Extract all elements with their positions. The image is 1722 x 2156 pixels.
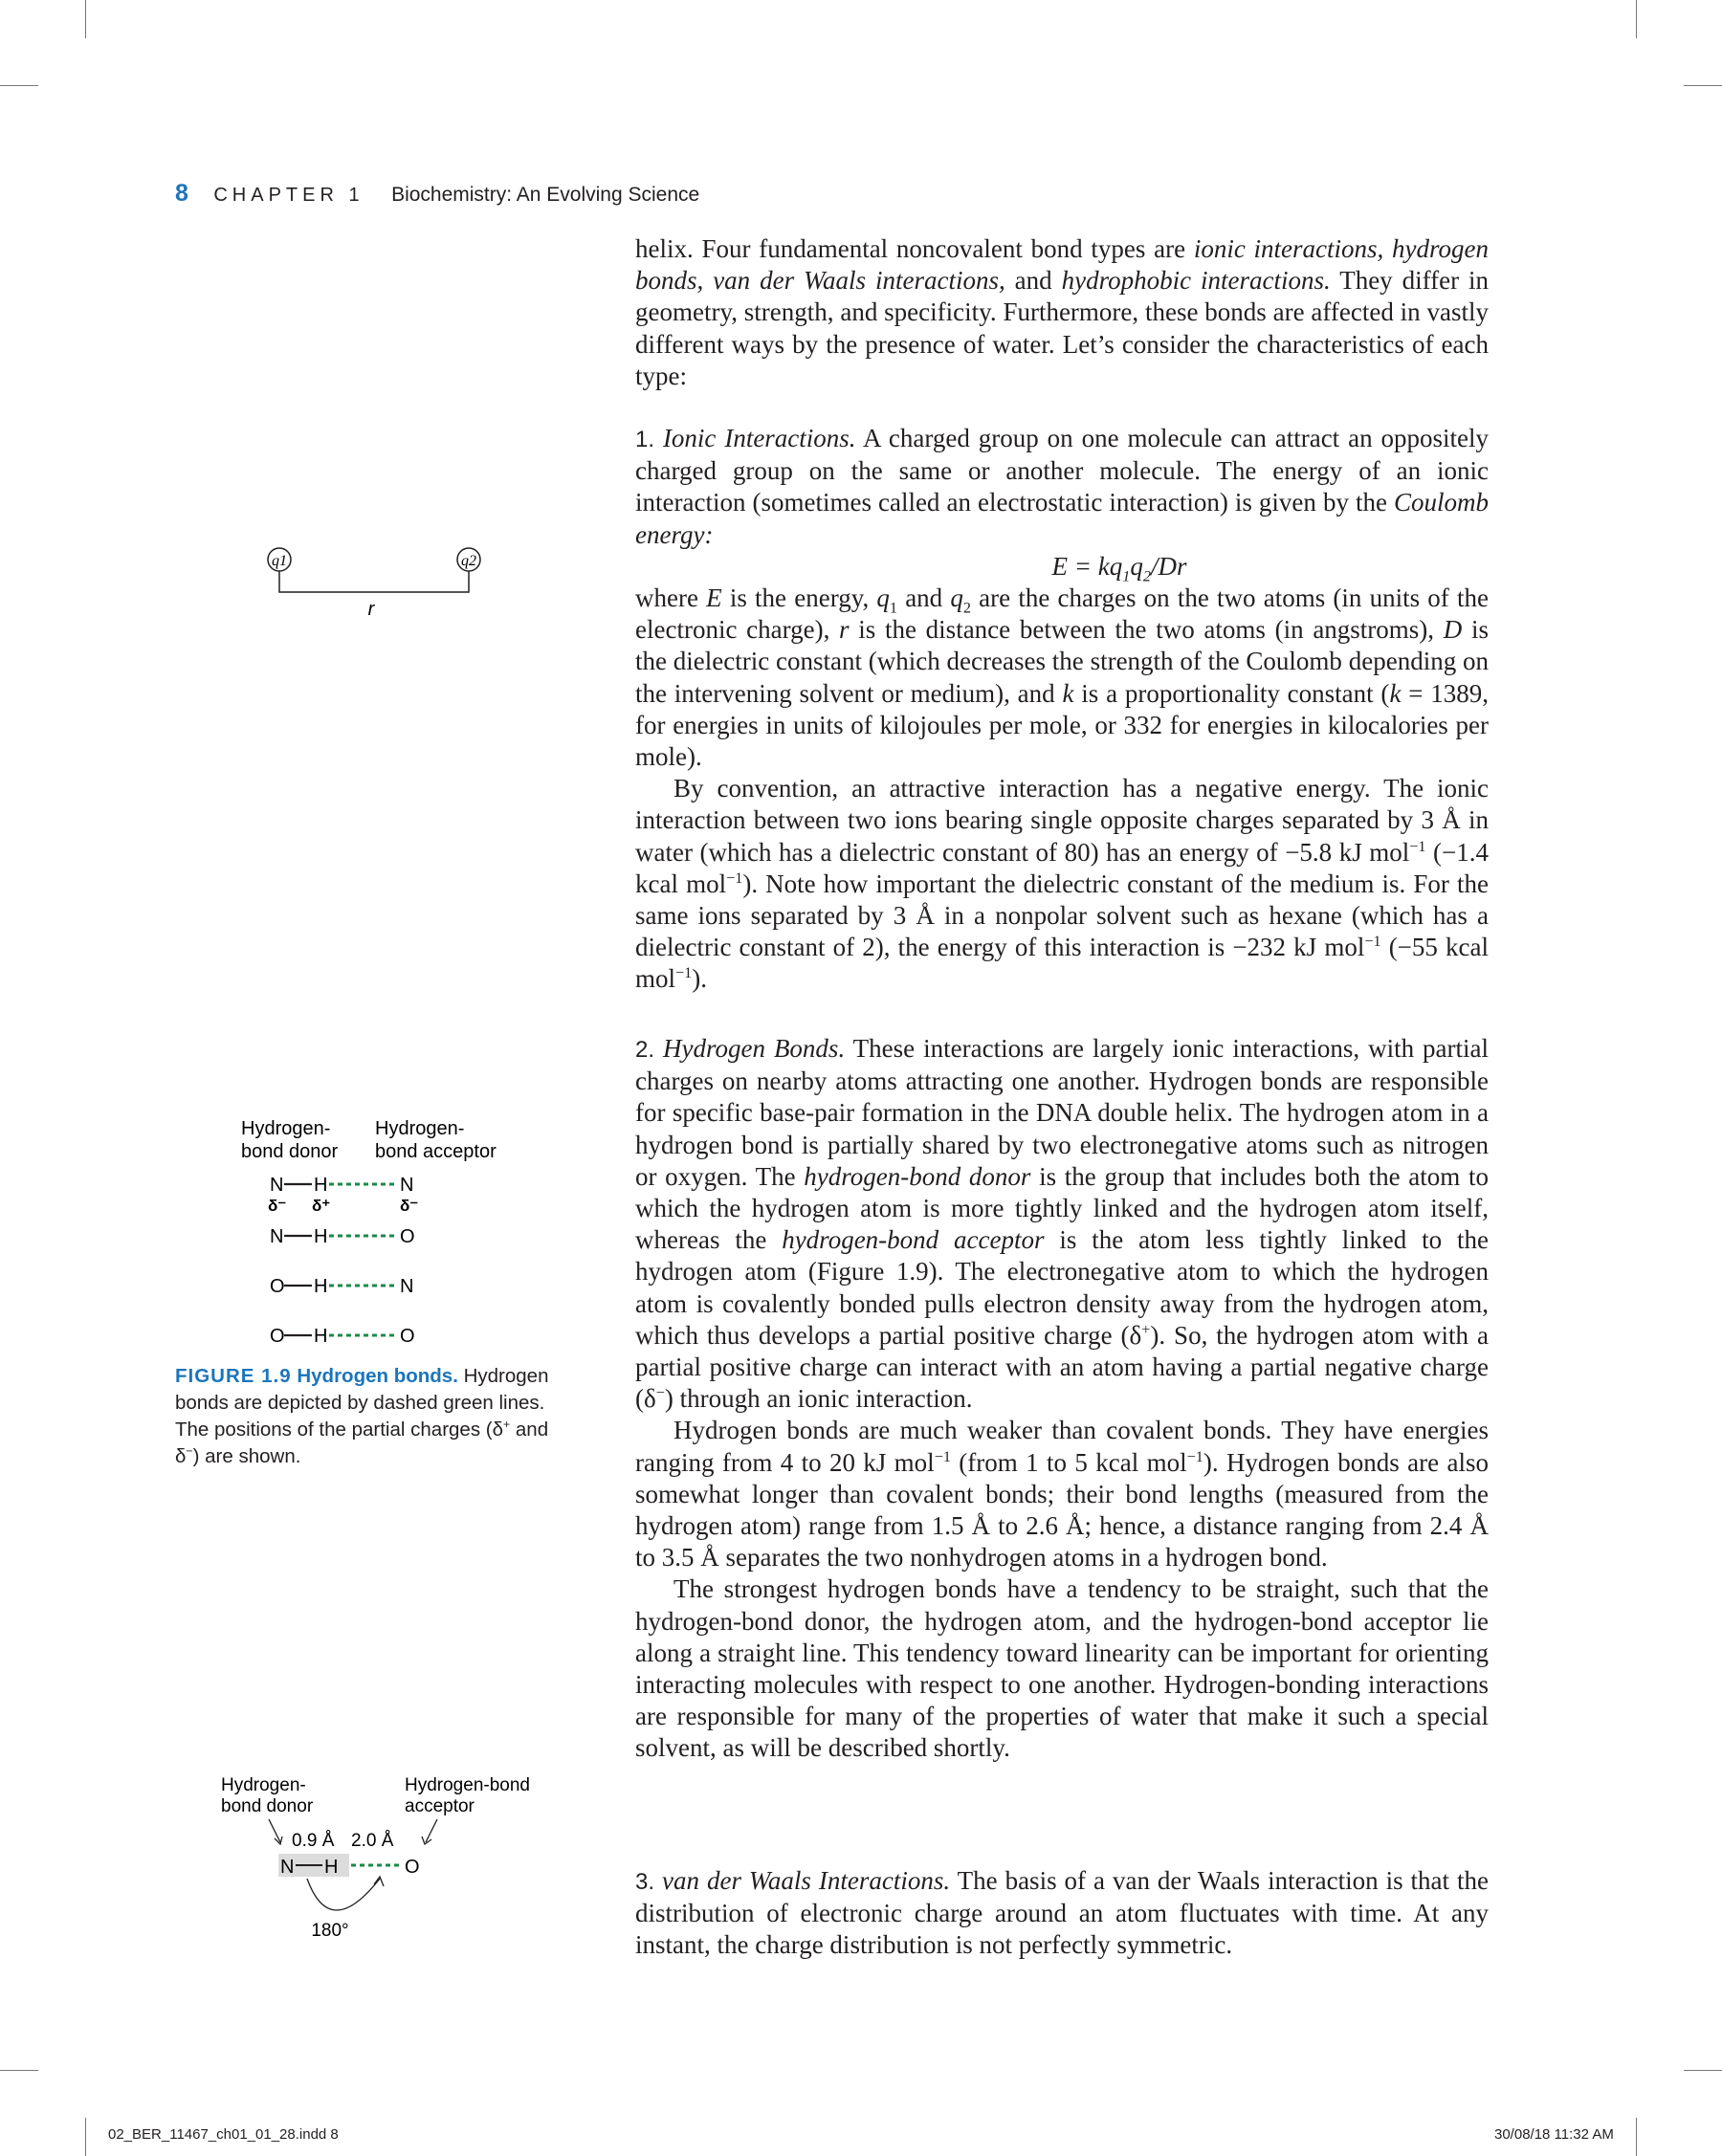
hydrogen-atom: H bbox=[314, 1326, 328, 1347]
crop-mark bbox=[85, 2118, 86, 2156]
section-title: Ionic Interactions. bbox=[662, 424, 856, 452]
donor-label: bond donor bbox=[241, 1141, 339, 1162]
page-number: 8 bbox=[175, 180, 188, 207]
q2-label: q2 bbox=[461, 553, 476, 569]
length-label: 0.9 Å bbox=[292, 1831, 335, 1851]
partial-negative-charge: δ⁻ bbox=[400, 1197, 419, 1215]
acceptor-label: Hydrogen- bbox=[375, 1118, 465, 1139]
footer-file-slug: 02_BER_11467_ch01_01_28.indd 8 bbox=[108, 2126, 339, 2143]
atom-o: O bbox=[405, 1857, 420, 1878]
linear-hbond-diagram bbox=[215, 1770, 541, 1942]
donor-label: Hydrogen- bbox=[221, 1775, 306, 1795]
partial-negative-charge: δ⁻ bbox=[268, 1197, 287, 1215]
hydrogen-bond-diagram bbox=[230, 1110, 536, 1349]
donor-atom: N bbox=[270, 1175, 284, 1196]
hydrogen-atom: H bbox=[314, 1175, 328, 1196]
section-ionic-interactions: 1. Ionic Interactions. A charged group on one molecule can attract an oppositely charged group on the same or another molecule. The energy of an ionic interaction (sometimes called an electrostatic interaction) is given by the Coulomb energy: $E = kq_1q_2/Dr$ where E is the energy, $q_1$ and $q_2$ are the charges on the two atoms (in units of the electronic charge), r is the distance between the two atoms (in angstroms), D is the dielectric constant (which decreases the strength of the Coulomb depending on the intervening solvent or medium), and k is a proportionality constant (k = 1389, for energies in units of kilojoules per mole, or 332 for energies in kilocalories per mole). By convention, an attractive interaction has a negative energy. The ionic interaction between two ions bearing single opposite charges separated by 3 Å in water (which has a dielectric constant of 80) has an energy of −5.8 kJ mol$^{-1}$ (−1.4 kcal mol$^{-1}$). Note how important the dielectric constant of the medium is. For the same ions separated by 3 Å in a nonpolar solvent such as hexane (which has a dielectric constant of 2), the energy of this interaction is −232 kJ mol$^{-1}$ (−55 kcal mol$^{-1}$). bbox=[635, 424, 1490, 994]
section-van-der-waals: 3. van der Waals Interactions. The basis of a van der Waals interaction is that the distribution of electronic charge around an atom fluctuates with time. At any instant, the charge distribution is not perfectly symmetric. bbox=[635, 1866, 1489, 1960]
acceptor-label: acceptor bbox=[405, 1796, 475, 1816]
section-hydrogen-bonds: 2. Hydrogen Bonds. These interactions are largely ionic interactions, with partial charges on nearby atoms attracting one another. Hydrogen bonds are responsible for specific base-pair formation in the DNA double helix. The hydrogen atom in a hydrogen bond is partially shared by two electronegative atoms such as nitrogen or oxygen. The hydrogen-bond donor is the group that includes both the atom to which the hydrogen atom is more tightly linked and the hydrogen atom itself, whereas the hydrogen-bond acceptor is the atom less tightly linked to the hydrogen atom (Figure 1.9). The electronegative atom to which the hydrogen atom is covalently bonded pulls electron density away from the hydrogen atom, which thus develops a partial positive charge (δ+). So, the hydrogen atom with a partial positive charge can interact with an atom having a partial negative charge (δ−) through an ionic interaction. Hydrogen bonds are much weaker than covalent bonds. They have energies ranging from 4 to 20 kJ mol$^{-1}$ (from 1 to 5 kcal mol$^{-1}$). Hydrogen bonds are also somewhat longer than covalent bonds; their bond lengths (measured from the hydrogen atom) range from 1.5 Å to 2.6 Å; hence, a distance ranging from 2.4 Å to 3.5 Å separates the two nonhydrogen atoms in a hydrogen bond. The strongest hydrogen bonds have a tendency to be straight, such that the hydrogen-bond donor, the hydrogen atom, and the hydrogen-bond acceptor lie along a straight line. This tendency toward linearity can be important for orienting interacting molecules with respect to one another. Hydrogen-bonding interactions are responsible for many of the properties of water that make it such a special solvent, as will be described shortly. bbox=[635, 1034, 1490, 1763]
section-title: van der Waals Interactions. bbox=[662, 1866, 951, 1895]
acceptor-atom: N bbox=[400, 1276, 414, 1297]
section-number: 2. bbox=[635, 1037, 655, 1063]
running-header bbox=[175, 180, 699, 208]
donor-label: bond donor bbox=[221, 1796, 314, 1816]
length-label: 2.0 Å bbox=[351, 1831, 394, 1851]
acceptor-atom: O bbox=[400, 1326, 415, 1347]
acceptor-atom: N bbox=[400, 1175, 414, 1196]
acceptor-atom: O bbox=[400, 1226, 415, 1247]
atom-n: N bbox=[280, 1857, 295, 1878]
coulomb-equation: $E = kq_1q_2/Dr$ bbox=[1051, 551, 1187, 585]
footer-timestamp: 30/08/18 11:32 AM bbox=[1494, 2126, 1614, 2143]
section-number: 1. bbox=[635, 427, 655, 452]
donor-atom: O bbox=[270, 1276, 285, 1297]
crop-mark bbox=[85, 0, 86, 38]
crop-mark bbox=[1684, 2070, 1722, 2071]
donor-label: Hydrogen- bbox=[241, 1118, 331, 1139]
crop-mark bbox=[0, 2070, 38, 2071]
figure-caption: FIGURE 1.9 Hydrogen bonds. Hydrogen bonds are depicted by dashed green lines. The positions of the partial charges (δ+ and δ−) are shown. bbox=[175, 1365, 549, 1467]
angle-arc bbox=[307, 1879, 380, 1910]
book-title: Biochemistry: An Evolving Science bbox=[391, 184, 700, 206]
crop-mark bbox=[1684, 85, 1722, 86]
figure-title: Hydrogen bonds. bbox=[297, 1365, 458, 1387]
figure-number: FIGURE 1.9 bbox=[175, 1365, 292, 1387]
donor-atom: N bbox=[270, 1226, 284, 1247]
crop-mark bbox=[1636, 2118, 1637, 2156]
distance-bracket bbox=[279, 571, 469, 592]
donor-atom: O bbox=[270, 1326, 285, 1347]
coulomb-diagram bbox=[258, 540, 488, 636]
acceptor-label: bond acceptor bbox=[375, 1141, 497, 1162]
crop-mark bbox=[1636, 0, 1637, 38]
partial-positive-charge: δ⁺ bbox=[312, 1197, 331, 1215]
angle-label: 180° bbox=[311, 1921, 349, 1941]
acceptor-label: Hydrogen-bond bbox=[405, 1775, 530, 1795]
intro-paragraph: helix. Four fundamental noncovalent bond types are ionic interactions, hydrogen bonds, van der Waals interactions, and hydrophobic interactions. They differ in geometry, strength, and specificity. Furthermore, these bonds are affected in vastly different ways by the presence of water. Let’s consider the characteristics of each type: bbox=[635, 234, 1490, 390]
hydrogen-atom: H bbox=[314, 1226, 328, 1247]
section-number: 3. bbox=[635, 1869, 655, 1895]
r-label: r bbox=[367, 599, 375, 620]
acceptor-arrow-icon bbox=[426, 1819, 437, 1842]
section-title: Hydrogen Bonds. bbox=[663, 1034, 846, 1063]
hydrogen-atom: H bbox=[314, 1276, 328, 1297]
crop-mark bbox=[0, 85, 38, 86]
q1-label: q1 bbox=[272, 553, 287, 569]
atom-h: H bbox=[324, 1857, 339, 1878]
chapter-label: CHAPTER 1 bbox=[213, 185, 364, 206]
